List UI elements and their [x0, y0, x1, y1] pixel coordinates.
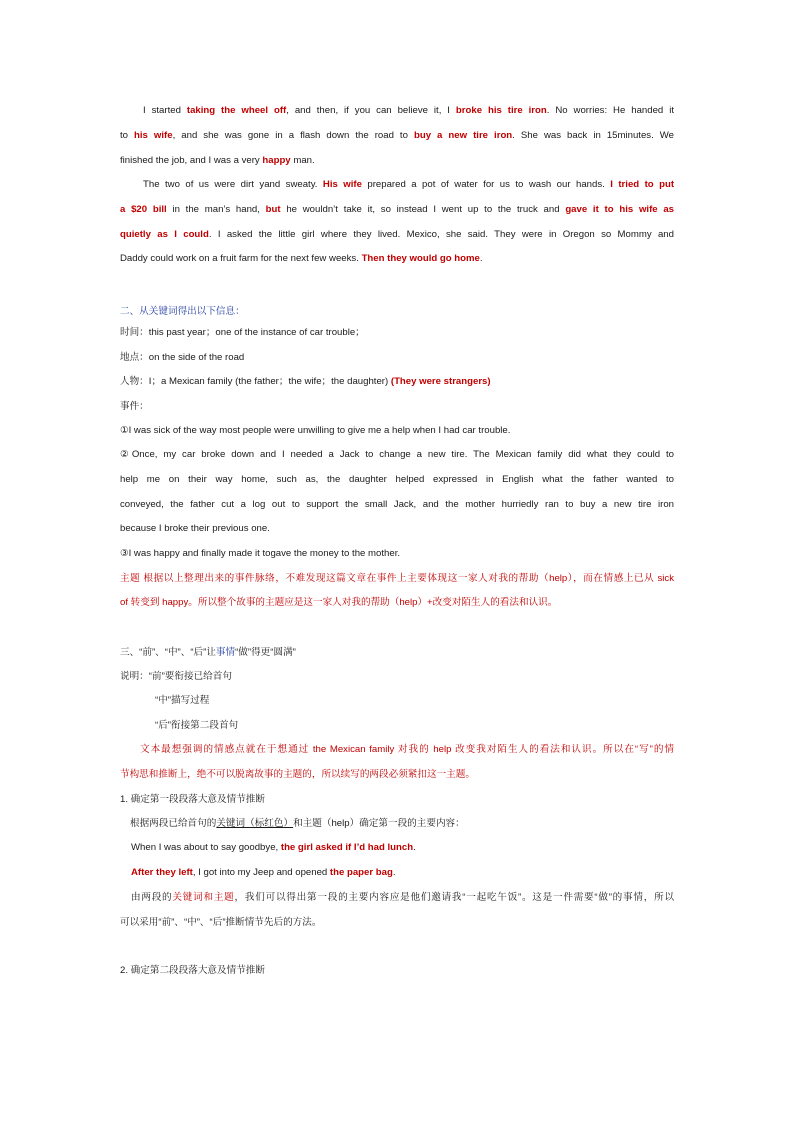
section3-heading: 三、“前”、“中”、“后”让事情“做”得更“圆满”	[120, 647, 296, 658]
section2-theme-line1: 主题 根据以上整理出来的事件脉络，不难发现这篇文章在事件上主要体现这一家人对我的帮助（help），而在情感上已从 sick	[120, 573, 674, 584]
section2-event-1: ①I was sick of the way most people were unwilling to give me a help when I had car trouble.	[120, 425, 511, 436]
given-sentence-2: After they left, I got into my Jeep and opened the paper bag.	[131, 867, 396, 878]
section3-note-2: “中”描写过程	[155, 695, 210, 706]
section3-para-line1: 文本最想强调的情感点就在于想通过 the Mexican family 对我的 help 改变我对陌生人的看法和认识。所以在“写”的情	[140, 744, 674, 755]
story-p1-line1: I started taking the wheel off, and then, if you can believe it, I broke his tire iron. No worries: He handed it	[143, 105, 674, 116]
section3-step2-heading: 2. 确定第二段段落大意及情节推断	[120, 965, 265, 976]
section2-people: 人物：I；a Mexican family (the father；the wife；the daughter) (They were strangers)	[120, 376, 491, 387]
section2-heading: 二、从关键词得出以下信息：	[120, 306, 245, 317]
section3-step1-heading: 1. 确定第一段段落大意及情节推断	[120, 794, 265, 805]
story-p2-line2: a $20 bill in the man’s hand, but he wouldn’t take it, so instead I went up to the truck and gave it to his wife as	[120, 204, 675, 215]
section2-event-2-line2: help me on their way home, such as, the daughter helped expressed in English what the father wanted to	[120, 474, 674, 485]
section2-event-2-line3: conveyed, the father cut a log out to support the small Jack, and the mother hurriedly ran to buy a new tire iron	[120, 499, 674, 510]
section2-events-label: 事件：	[120, 401, 149, 412]
section2-event-3: ③I was happy and finally made it togave the money to the mother.	[120, 548, 401, 559]
section3-step1-intro: 根据两段已给首句的关键词（标红色）和主题（help）确定第一段的主要内容：	[130, 818, 465, 829]
story-p2-line3: quietly as I could. I asked the little girl where they lived. Mexico, she said. They were in Oregon so Mommy and	[120, 229, 674, 240]
given-sentence-1: When I was about to say goodbye, the girl asked if I’d had lunch.	[131, 842, 416, 853]
story-p2-line4: Daddy could work on a fruit farm for the next few weeks. Then they would go home.	[120, 253, 483, 264]
section3-para-line2: 节构思和推断上，绝不可以脱离故事的主题的，所以续写的两段必须紧扣这一主题。	[120, 769, 475, 780]
section2-place: 地点：on the side of the road	[120, 352, 245, 363]
section2-event-2-line4: because I broke their previous one.	[120, 523, 270, 534]
section3-conclusion-line1: 由两段的关键词和主题，我们可以得出第一段的主要内容应是他们邀请我“一起吃午饭”。这是一件需要“做”的事情，所以	[131, 892, 675, 903]
story-p1-line2: to his wife, and she was gone in a flash down the road to buy a new tire iron. She was back in 15minutes. We	[120, 130, 674, 141]
section2-event-2-line1: ②Once, my car broke down and I needed a Jack to change a new tire. The Mexican family did what they could to	[120, 449, 674, 460]
story-p1-line3: finished the job, and I was a very happy man.	[120, 155, 315, 166]
story-p2-line1: The two of us were dirt yand sweaty. His wife prepared a pot of water for us to wash our hands. I tried to put	[143, 179, 675, 190]
section2-time: 时间：this past year；one of the instance of car trouble；	[120, 327, 365, 338]
section3-conclusion-line2: 可以采用“前”、“中”、“后”推断情节先后的方法。	[120, 917, 322, 928]
section2-theme-line2: of 转变到 happy。所以整个故事的主题应是这一家人对我的帮助（help）+改变对陌生人的看法和认识。	[120, 597, 558, 608]
section3-note-1: 说明：“前”要衔接已给首句	[120, 671, 232, 682]
section3-note-3: “后”衔接第二段首句	[155, 720, 239, 731]
